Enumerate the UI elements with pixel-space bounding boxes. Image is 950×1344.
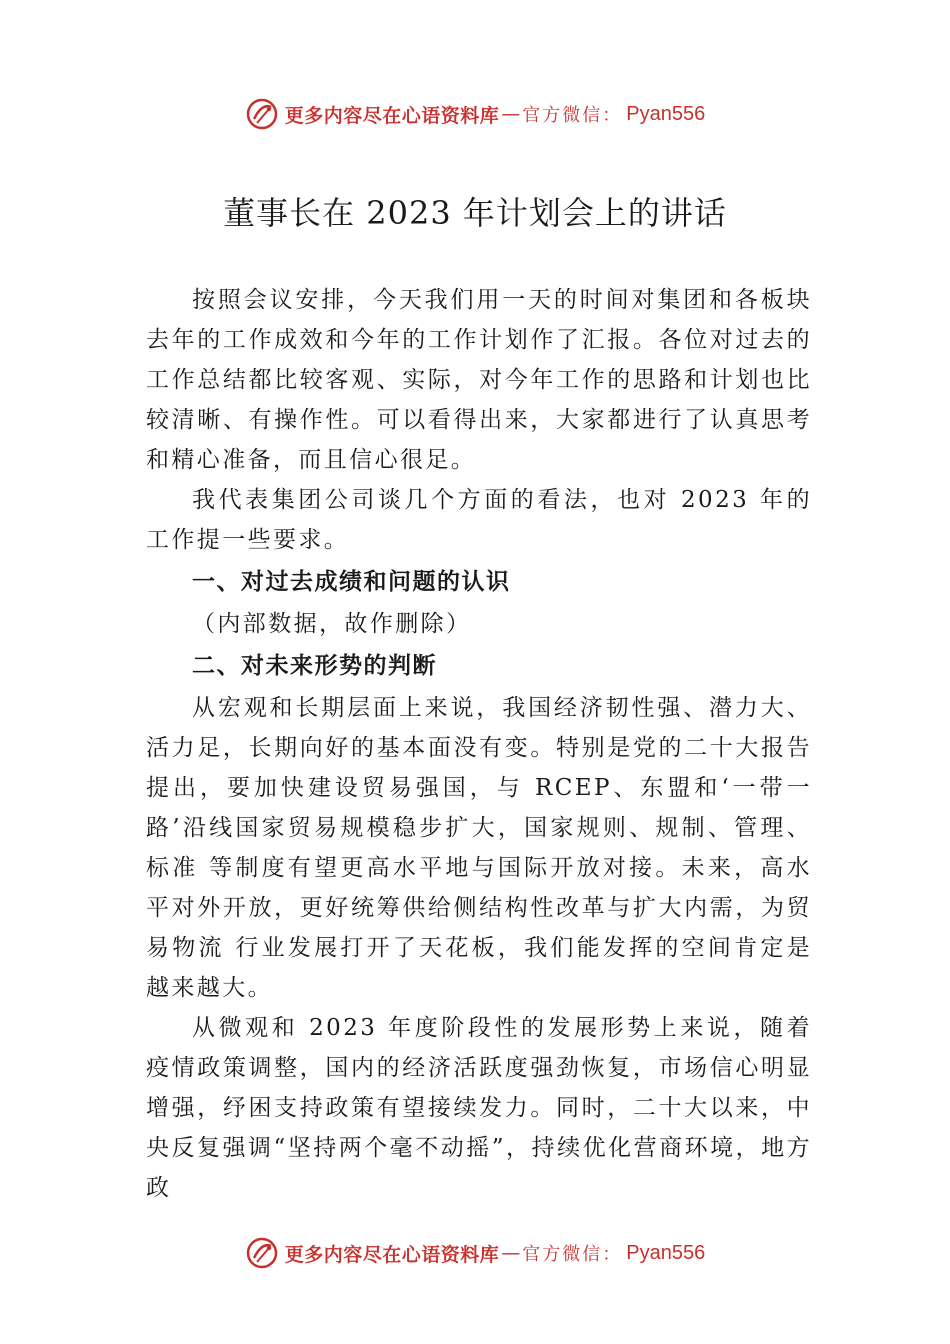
document-body (146, 280, 812, 1208)
watermark-wechat-id: Pyan556 (626, 1241, 706, 1264)
paragraph-micro: 从微观和 2023 年度阶段性的发展形势上来说，随着疫情政策调整，国内的经济活跃度强劲恢复，市场信心明显增强，纾困支持政策有望接续发力。同时，二十大以来，中央反复强调“坚持两个毫不动摇”，持续优化营商环境，地方政 (146, 1015, 812, 1201)
section-heading-2: 二、对未来形势的判断 (192, 653, 437, 679)
header-watermark (0, 94, 950, 134)
section-note: （内部数据，故作删除） (192, 611, 472, 637)
watermark-text: 更多内容尽在心语资料库 (284, 104, 500, 127)
document-title: 董事长在 2023 年计划会上的讲话 (223, 194, 727, 232)
watermark-label: 官方微信： (522, 1244, 623, 1265)
watermark-separator: — (501, 103, 521, 125)
paragraph-macro: 从宏观和长期层面上来说，我国经济韧性强、潜力大、活力足，长期向好的基本面没有变。特别是党的二十大报告提出，要加快建设贸易强国，与 RCEP、东盟和‘一带一路’沿线国家贸易规模稳步扩大，国家规则、规制、管理、标准 等制度有望更高水平地与国际开放对接。未来，高水平对外开放，更好统筹供给侧结构性改革与扩大内需，为贸易物流 行业发展打开了天花板，我们能发挥的空间肯定是越来越大。 (146, 695, 812, 1001)
paragraph-overview: 我代表集团公司谈几个方面的看法，也对 2023 年的工作提一些要求。 (146, 487, 812, 553)
paragraph-intro: 按照会议安排，今天我们用一天的时间对集团和各板块去年的工作成效和今年的工作计划作了汇报。各位对过去的工作总结都比较客观、实际，对今年工作的思路和计划也比较清晰、有操作性。可以看得出来，大家都进行了认真思考和精心准备，而且信心很足。 (146, 287, 812, 473)
watermark-text: 更多内容尽在心语资料库 (284, 1243, 500, 1266)
footer-watermark (0, 1233, 950, 1273)
section-heading-1: 一、对过去成绩和问题的认识 (192, 569, 511, 595)
watermark-wechat-id: Pyan556 (626, 102, 706, 125)
watermark-label: 官方微信： (522, 105, 623, 126)
watermark-logo-icon (245, 1236, 279, 1270)
watermark-logo-icon (245, 97, 279, 131)
watermark-separator: — (501, 1242, 521, 1264)
